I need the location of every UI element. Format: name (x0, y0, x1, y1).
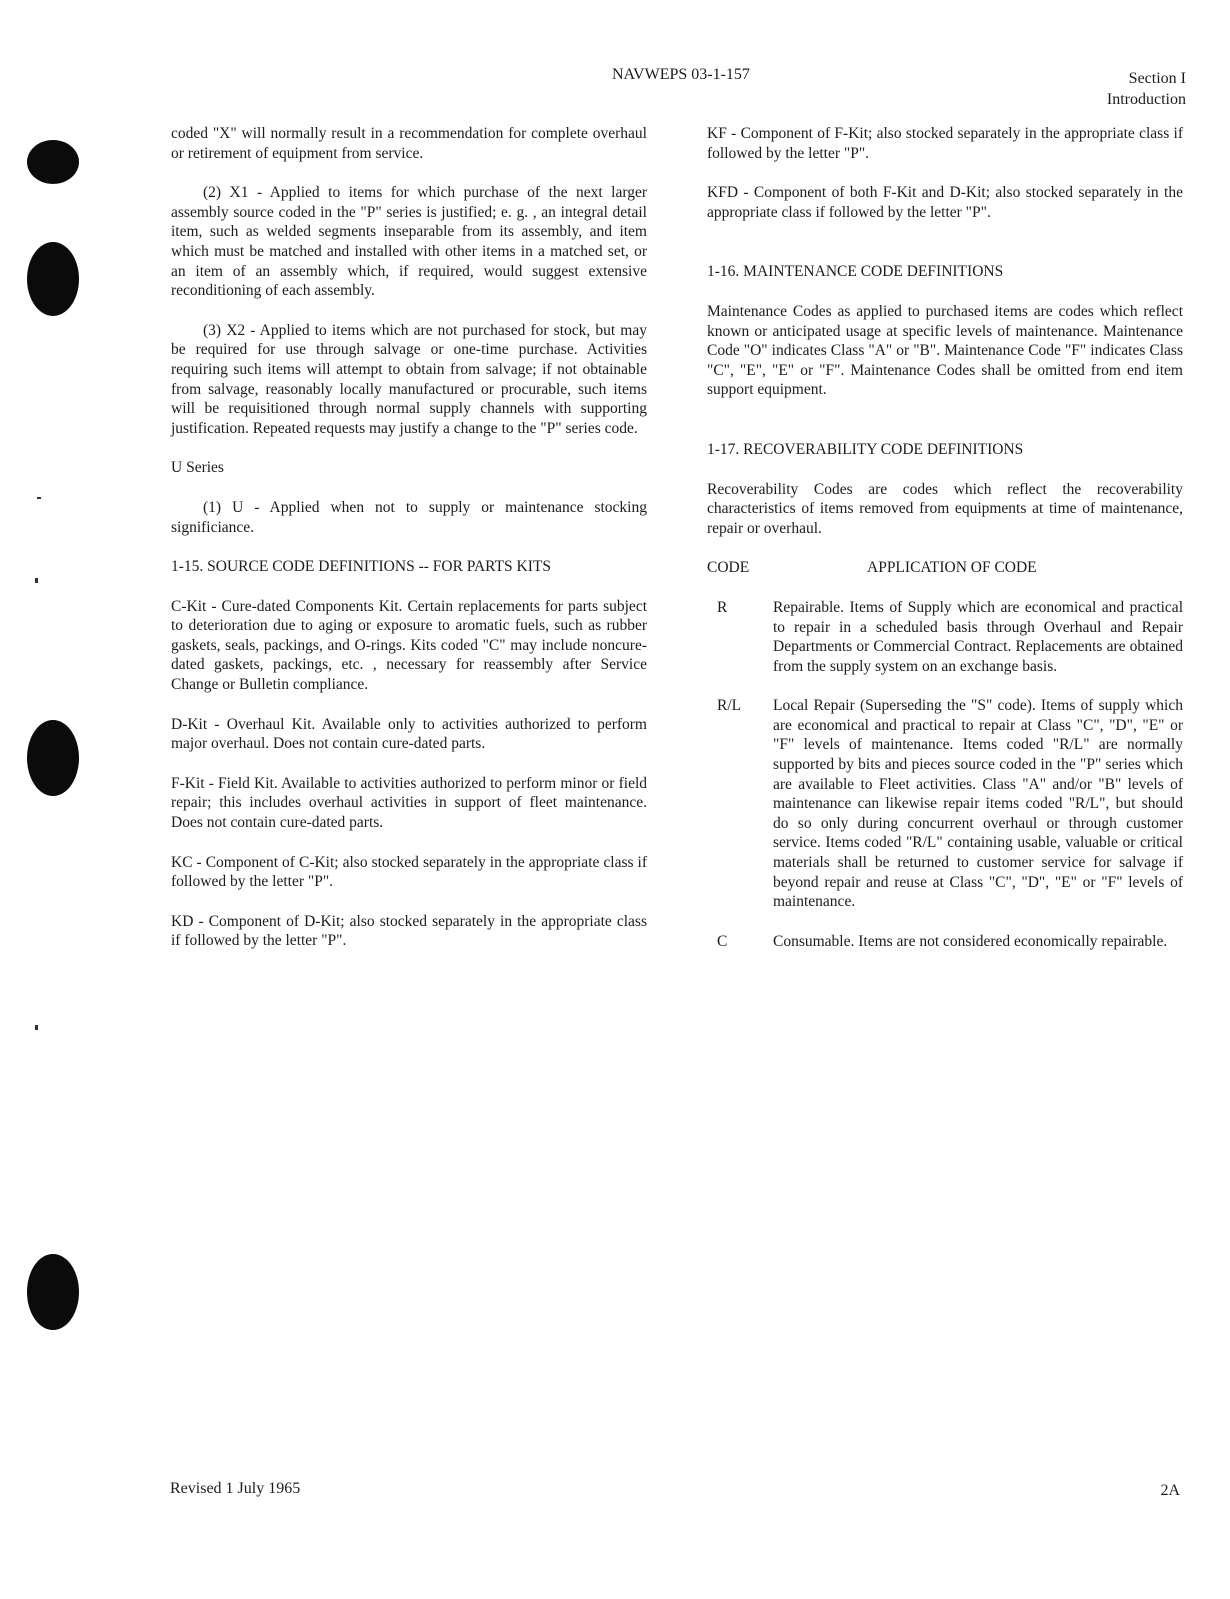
code-description: Consumable. Items are not considered economically repairable. (773, 932, 1168, 950)
paragraph: coded "X" will normally result in a recommendation for complete overhaul or retirement of equipment from service. (171, 125, 647, 162)
paragraph-c-kit: C-Kit - Cure-dated Components Kit. Certain replacements for parts subject to deterioration due to aging or exposure to aromatic fuels, such as rubber gaskets, seals, packings, and O-rings. Kits coded "C" may include noncure-dated gaskets, packings, etc. , necessary for reassembly after Service Change or Bulletin compliance. (171, 597, 647, 694)
paragraph-f-kit: F-Kit - Field Kit. Available to activities authorized to perform minor or field repair; this includes overhaul activities in support of fleet maintenance. Does not contain cure-dated parts. (171, 774, 647, 832)
scan-speck (37, 497, 41, 499)
code-description: Repairable. Items of Supply which are economical and practical to repair in a scheduled basis through Overhaul and Repair Departments or Commercial Contract. Replacements are obtained from the supply system on an exchange basis. (773, 598, 1183, 675)
code-value: R (717, 598, 728, 616)
binder-hole (27, 242, 79, 316)
application-column-header: APPLICATION OF CODE (867, 559, 1037, 577)
section-title: Introduction (1106, 91, 1186, 108)
paragraph-kc: KC - Component of C-Kit; also stocked separately in the appropriate class if followed by the letter "P". (171, 853, 647, 891)
code-value: C (717, 932, 728, 950)
code-value: R/L (717, 697, 742, 715)
scan-speck (35, 1025, 38, 1030)
right-column (707, 124, 1183, 971)
paragraph-kf: KF - Component of F-Kit; also stocked separately in the appropriate class if followed by the letter "P". (707, 125, 1183, 162)
section-heading-1-15: 1-15. SOURCE CODE DEFINITIONS -- FOR PARTS KITS (171, 558, 551, 576)
document-number: NAVWEPS 03-1-157 (612, 66, 750, 83)
paragraph-x2: (3) X2 - Applied to items which are not purchased for stock, but may be required for use through salvage or one-time purchase. Activities requiring such items will attempt to obtain from salvage; if not obtainable from salvage, reasonably locally manufactured or procurable, such items will be requisitioned through normal supply channels with supporting justification. Repeated requests may justify a change to the "P" series code. (171, 321, 647, 437)
page-number: 2A (1160, 1482, 1180, 1499)
paragraph-d-kit: D-Kit - Overhaul Kit. Available only to activities authorized to perform major overhaul. Does not contain cure-dated parts. (171, 715, 647, 753)
section-heading-1-16: 1-16. MAINTENANCE CODE DEFINITIONS (707, 263, 1004, 281)
scan-speck (35, 578, 38, 583)
paragraph-kfd: KFD - Component of both F-Kit and D-Kit; also stocked separately in the appropriate class if followed by the letter "P". (707, 184, 1183, 221)
code-table-header (707, 558, 1183, 578)
paragraph-maintenance: Maintenance Codes as applied to purchased items are codes which reflect known or anticipated usage at specific levels of maintenance. Maintenance Code "O" indicates Class "A" or "B". Maintenance Code "F" indicates Class "C", "E", "E" or "F". Maintenance Codes shall be omitted from end item support equipment. (707, 302, 1183, 399)
revision-date: Revised 1 July 1965 (170, 1480, 301, 1497)
code-description: Local Repair (Superseding the "S" code). Items of supply which are economical and practical to repair at Class "C", "D", "E" or "F" levels of maintenance. Items coded "R/L" are normally supported by bits and pieces source coded in the "P" series which are available to Fleet activities. Class "A" and/or "B" levels of maintenance can likewise repair items coded "R/L", but should do so only during concurrent overhaul or through customer service. Items coded "R/L" containing usable, valuable or critical materials shall be returned to customer service for salvage if beyond repair and reuse at Class "C", "D", "E" or "F" levels of maintenance. (773, 697, 1183, 911)
u-series-heading: U Series (171, 459, 224, 477)
code-row (707, 696, 1183, 912)
code-row (707, 932, 1183, 952)
paragraph-u1: (1) U - Applied when not to supply or maintenance stocking significiance. (171, 498, 647, 536)
binder-hole (27, 140, 79, 184)
section-label: Section I (1128, 70, 1186, 87)
code-row (707, 598, 1183, 676)
paragraph-recoverability: Recoverability Codes are codes which reflect the recoverability characteristics of items removed from equipments at time of maintenance, repair or overhaul. (707, 480, 1183, 537)
paragraph-kd: KD - Component of D-Kit; also stocked separately in the appropriate class if followed by the letter "P". (171, 912, 647, 950)
paragraph-x1: (2) X1 - Applied to items for which purchase of the next larger assembly source coded in the "P" series is justified; e. g. , an integral detail item, such as welded segments inseparable from its assembly, and item which must be matched and installed with other items in a matched set, or an item of an assembly which, if required, would suggest extensive reconditioning of each assembly. (171, 184, 647, 300)
binder-hole (27, 1254, 79, 1330)
section-heading (1107, 68, 1186, 110)
section-heading-1-17: 1-17. RECOVERABILITY CODE DEFINITIONS (707, 440, 1024, 458)
code-column-header: CODE (707, 559, 750, 577)
binder-hole (27, 720, 79, 796)
left-column (171, 124, 647, 971)
